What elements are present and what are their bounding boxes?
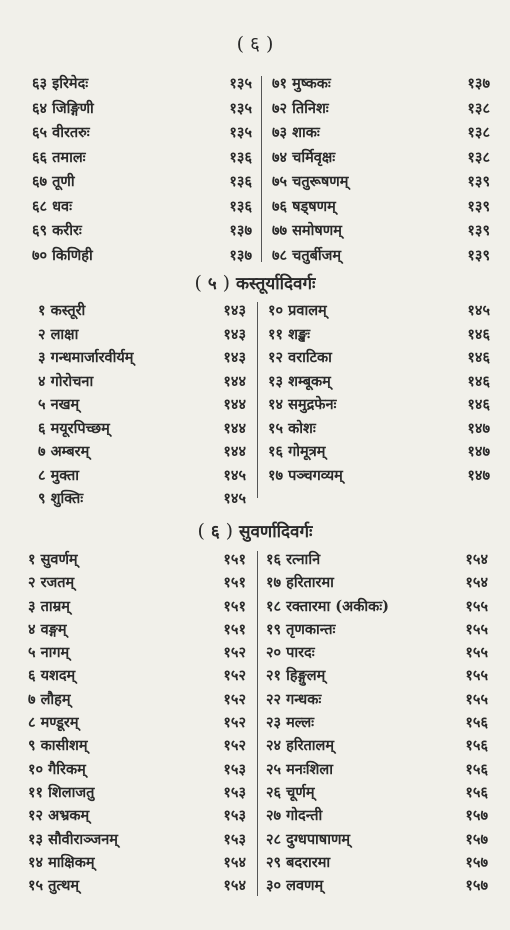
entry-name: १ सुवर्णम्: [28, 551, 78, 568]
entry-name: २८ दुग्धपाषाणम्: [266, 830, 351, 848]
index-entry: [268, 300, 490, 324]
entry-name: १६ गोमूत्रम्: [268, 443, 326, 460]
entry-page: १५४: [223, 877, 246, 895]
entry-page: १४६: [467, 372, 490, 390]
entry-name: ६३ इरिमेदः: [32, 75, 89, 92]
entry-page: १३५: [229, 75, 252, 92]
entry-name: २ रजतम्: [28, 574, 75, 592]
entry-page: १५५: [465, 690, 488, 708]
index-entry: [266, 875, 488, 898]
index-entry: [28, 852, 246, 875]
entry-name: २२ गन्धकः: [266, 690, 322, 708]
index-entry: [272, 98, 490, 123]
entry-page: १५१: [223, 574, 246, 592]
index-entry: [28, 572, 246, 595]
entry-page: १४५: [467, 302, 490, 319]
index-entry: [38, 488, 246, 512]
entry-name: २० पारदः: [266, 644, 315, 662]
entry-name: ४ गोरोचना: [38, 372, 94, 390]
entry-page: १५२: [223, 644, 246, 662]
index-entry: [266, 596, 488, 619]
index-entry: [266, 805, 488, 828]
entry-name: ६७ तूणी: [32, 173, 75, 190]
entry-page: १३९: [467, 246, 490, 264]
section3-number: ६: [210, 522, 220, 542]
index-entry: [272, 245, 490, 270]
index-entry: [266, 619, 488, 642]
entry-name: ७ अम्बरम्: [38, 443, 90, 460]
index-entry: [38, 371, 246, 395]
entry-page: १५३: [223, 760, 246, 778]
entry-page: १४६: [467, 396, 490, 413]
entry-page: १३७: [229, 222, 252, 239]
index-entry: [38, 394, 246, 418]
entry-page: १३६: [229, 197, 252, 215]
index-entry: [32, 171, 252, 196]
entry-page: १३६: [229, 173, 252, 190]
entry-name: १३ शम्बूकम्: [268, 372, 331, 390]
entry-name: ७१ मुष्ककः: [272, 75, 331, 92]
entry-page: १५२: [223, 714, 246, 732]
section3-left-column: [28, 549, 246, 898]
entry-page: १४७: [467, 443, 490, 460]
entry-name: ११ शङ्खः: [268, 325, 311, 343]
entry-page: १५७: [465, 807, 488, 825]
entry-page: १४३: [223, 325, 246, 343]
index-entry: [266, 642, 488, 665]
section3-divider: [257, 551, 258, 896]
index-entry: [28, 805, 246, 828]
index-entry: [272, 73, 490, 98]
index-entry: [38, 465, 246, 489]
entry-page: १५७: [465, 877, 488, 895]
index-entry: [28, 829, 246, 852]
section2-number: ५: [207, 274, 217, 294]
entry-page: १५४: [223, 853, 246, 871]
entry-page: १३७: [467, 75, 490, 92]
index-entry: [38, 418, 246, 442]
entry-page: १५६: [465, 760, 488, 778]
index-entry: [266, 735, 488, 758]
entry-name: ९ कासीशम्: [28, 737, 88, 755]
entry-name: २७ गोदन्ती: [266, 807, 323, 825]
index-entry: [28, 689, 246, 712]
index-entry: [272, 171, 490, 196]
entry-name: १५ तुत्थम्: [28, 877, 80, 895]
index-entry: [266, 829, 488, 852]
entry-page: १३६: [229, 148, 252, 166]
index-entry: [28, 619, 246, 642]
index-entry: [38, 300, 246, 324]
entry-page: १५२: [223, 690, 246, 708]
entry-name: ११ शिलाजतु: [28, 783, 95, 801]
entry-page: १५२: [223, 737, 246, 755]
entry-page: १३८: [467, 148, 490, 166]
index-entry: [32, 245, 252, 270]
entry-page: १५६: [465, 737, 488, 755]
entry-name: ७८ चतुर्बीजम्: [272, 246, 342, 264]
close-paren: ): [222, 272, 231, 294]
entry-page: १४६: [467, 349, 490, 366]
index-entry: [266, 549, 488, 572]
entry-name: १७ हरितारमा: [266, 574, 334, 592]
entry-page: १५३: [223, 807, 246, 825]
section2-title: कस्तूर्यादिवर्गः: [235, 274, 316, 294]
index-entry: [268, 465, 490, 489]
entry-page: १४६: [467, 325, 490, 343]
entry-page: १५२: [223, 667, 246, 685]
entry-page: १३९: [467, 222, 490, 239]
index-entry: [266, 712, 488, 735]
entry-name: ५ नागम्: [28, 644, 70, 662]
section2-divider: [257, 302, 258, 498]
section1-left-column: [32, 73, 252, 269]
entry-page: १४४: [223, 396, 246, 413]
entry-name: १४ समुद्रफेनः: [268, 396, 337, 413]
entry-page: १५३: [223, 783, 246, 801]
entry-name: ६६ तमालः: [32, 148, 86, 166]
index-entry: [28, 759, 246, 782]
index-entry: [266, 665, 488, 688]
index-entry: [28, 642, 246, 665]
entry-page: १४४: [223, 372, 246, 390]
index-entry: [38, 441, 246, 465]
entry-name: २३ मल्लः: [266, 714, 315, 732]
entry-name: ७३ शाकः: [272, 124, 320, 141]
entry-name: ६५ वीरतरुः: [32, 124, 90, 141]
entry-name: ६९ करीरः: [32, 222, 82, 239]
entry-name: ७ लौहम्: [28, 690, 71, 708]
entry-name: १४ माक्षिकम्: [28, 853, 95, 871]
entry-name: ३ ताम्रम्: [28, 597, 70, 615]
entry-page: १४७: [467, 419, 490, 437]
entry-page: १३९: [467, 173, 490, 190]
index-entry: [28, 549, 246, 572]
entry-name: १० प्रवालम्: [268, 302, 327, 319]
entry-page: १५७: [465, 853, 488, 871]
index-entry: [28, 875, 246, 898]
entry-name: २६ चूर्णम्: [266, 783, 315, 801]
index-entry: [28, 735, 246, 758]
entry-page: १५७: [465, 830, 488, 848]
entry-name: १९ तृणकान्तः: [266, 620, 336, 638]
entry-name: २१ हिङ्गुलम्: [266, 667, 326, 685]
entry-name: १६ रत्नानि: [266, 551, 321, 568]
entry-page: १४५: [223, 490, 246, 507]
index-entry: [32, 122, 252, 147]
entry-page: १३८: [467, 124, 490, 141]
entry-name: ३० लवणम्: [266, 877, 324, 895]
entry-name: ४ वङ्गम्: [28, 620, 67, 638]
entry-page: १३९: [467, 197, 490, 215]
index-entry: [272, 122, 490, 147]
entry-name: २९ बदरारमा: [266, 853, 331, 871]
entry-page: १३८: [467, 99, 490, 117]
entry-page: १५१: [223, 597, 246, 615]
index-entry: [268, 441, 490, 465]
index-entry: [268, 347, 490, 371]
entry-name: ८ मण्डूरम्: [28, 714, 79, 732]
entry-page: १४७: [467, 466, 490, 484]
entry-name: २ लाक्षा: [38, 325, 79, 343]
index-entry: [28, 596, 246, 619]
entry-name: ६ मयूरपिच्छम्: [38, 419, 110, 437]
entry-name: १२ अभ्रकम्: [28, 807, 90, 825]
entry-page: १३५: [229, 99, 252, 117]
entry-page: १३५: [229, 124, 252, 141]
index-entry: [272, 147, 490, 172]
entry-name: ८ मुक्ता: [38, 466, 80, 484]
entry-name: ५ नखम्: [38, 396, 80, 413]
entry-name: ६ यशदम्: [28, 667, 76, 685]
entry-page: १५४: [465, 574, 488, 592]
entry-page: १४५: [223, 466, 246, 484]
entry-name: १७ पञ्चगव्यम्: [268, 466, 343, 484]
section2-left-column: [38, 300, 246, 512]
index-entry: [38, 347, 246, 371]
close-paren: ): [225, 520, 234, 542]
entry-page: १४४: [223, 443, 246, 460]
entry-name: ६८ धवः: [32, 197, 73, 215]
entry-name: ९ शुक्तिः: [38, 490, 84, 507]
entry-name: २५ मनःशिला: [266, 760, 333, 778]
section1-divider: [261, 76, 262, 262]
entry-name: १२ वराटिका: [268, 349, 332, 366]
section2-heading: [0, 271, 510, 294]
index-entry: [266, 689, 488, 712]
entry-name: २४ हरितालम्: [266, 737, 335, 755]
entry-name: ७४ चर्मिवृक्षः: [272, 148, 336, 166]
index-entry: [268, 324, 490, 348]
entry-page: १५५: [465, 620, 488, 638]
entry-name: ७२ तिनिशः: [272, 99, 329, 117]
section3-heading: [0, 519, 510, 542]
section3-title: सुवर्णादिवर्गः: [238, 522, 313, 542]
index-entry: [266, 852, 488, 875]
entry-name: ७० किणिही: [32, 246, 93, 264]
section2-right-column: [268, 300, 490, 488]
entry-name: ७७ समोषणम्: [272, 222, 342, 239]
entry-name: १५ कोशः: [268, 419, 316, 437]
index-entry: [268, 394, 490, 418]
index-entry: [28, 712, 246, 735]
entry-name: १८ रक्तारमा (अकीकः): [266, 597, 390, 615]
index-entry: [272, 196, 490, 221]
index-entry: [32, 98, 252, 123]
index-entry: [38, 324, 246, 348]
entry-page: १४४: [223, 419, 246, 437]
entry-page: १५५: [465, 644, 488, 662]
index-entry: [32, 220, 252, 245]
entry-name: १३ सौवीराञ्जनम्: [28, 830, 118, 848]
index-entry: [268, 371, 490, 395]
page-number: ( ६ ): [236, 33, 274, 55]
entry-page: १४३: [223, 302, 246, 319]
entry-name: १ कस्तूरी: [38, 302, 86, 319]
entry-page: १५१: [223, 620, 246, 638]
open-paren: (: [194, 272, 202, 294]
entry-name: ७५ चतुरूषणम्: [272, 173, 349, 190]
index-entry: [28, 782, 246, 805]
index-entry: [266, 572, 488, 595]
entry-page: १५३: [223, 830, 246, 848]
entry-page: १५१: [223, 551, 246, 568]
entry-name: ३ गन्धमार्जारवीर्यम्: [38, 349, 134, 366]
index-entry: [266, 782, 488, 805]
entry-name: ७६ षड्षणम्: [272, 197, 336, 215]
index-entry: [28, 665, 246, 688]
index-entry: [268, 418, 490, 442]
entry-page: १५४: [465, 551, 488, 568]
section1-right-column: [272, 73, 490, 269]
index-entry: [32, 73, 252, 98]
index-entry: [32, 147, 252, 172]
entry-name: ६४ जिङ्गिणी: [32, 99, 94, 117]
index-entry: [32, 196, 252, 221]
index-entry: [272, 220, 490, 245]
entry-page: १५६: [465, 783, 488, 801]
entry-page: १५६: [465, 714, 488, 732]
entry-page: १५५: [465, 667, 488, 685]
open-paren: (: [197, 520, 205, 542]
entry-name: १० गैरिकम्: [28, 760, 86, 778]
section3-right-column: [266, 549, 488, 898]
entry-page: १४३: [223, 349, 246, 366]
entry-page: १५५: [465, 597, 488, 615]
entry-page: १३७: [229, 246, 252, 264]
index-entry: [266, 759, 488, 782]
